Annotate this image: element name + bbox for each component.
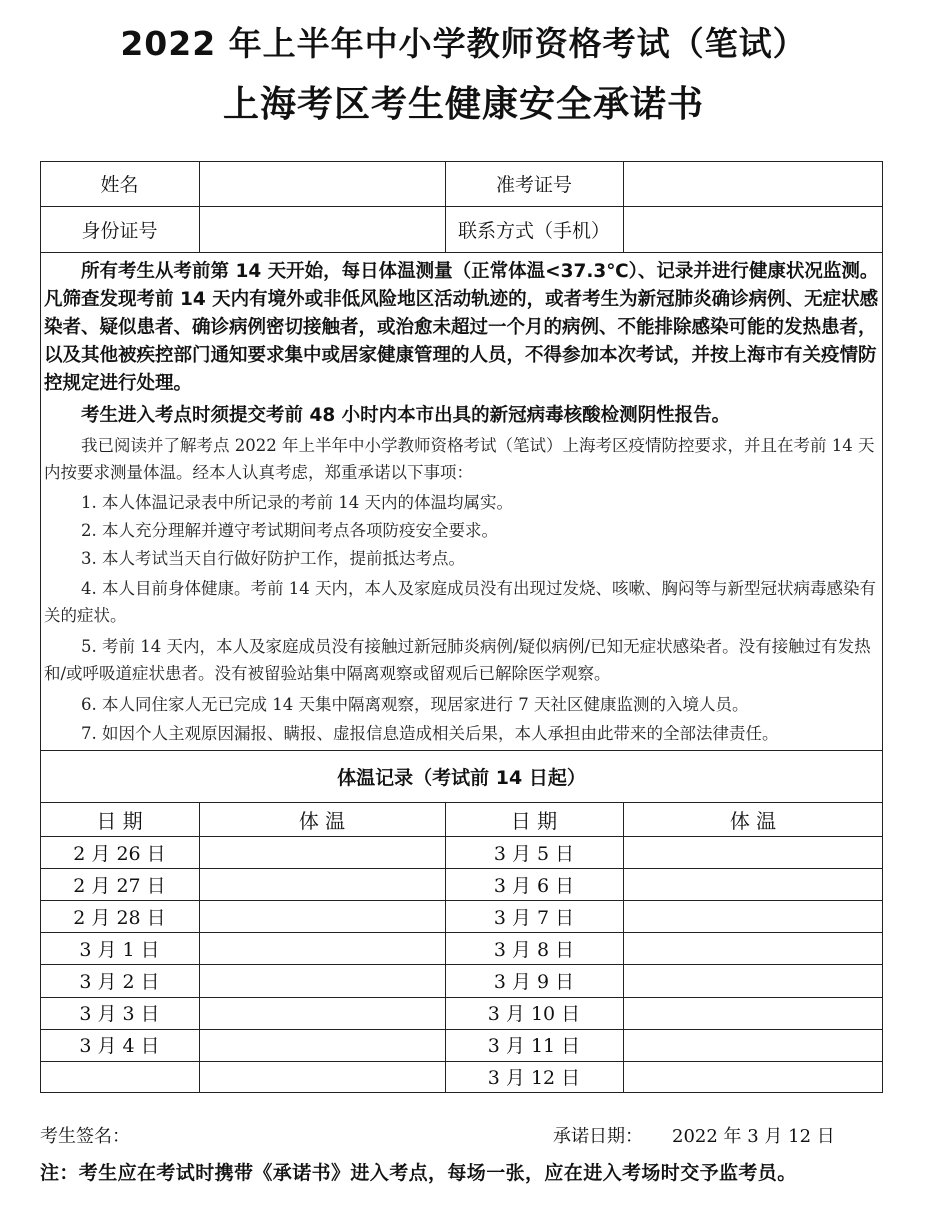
notice-paragraph: 所有考生从考前第 14 天开始，每日体温测量（正常体温<37.3℃）、记录并进行健康状况监测。凡筛查发现考前 14 天内有境外或非低风险地区活动轨迹的，或者考生为新冠肺炎确诊病例、无症状感染者、疑似患者、确诊病例密切接触者，或治愈未超过一个月的病例、不能排除感染可能的发热患者，以及其他被疾控部门通知要求集中或居家健康管理的人员，不得参加本次考试，并按上海市有关疫情防控规定进行处理。 — [44, 261, 879, 394]
date-cell-left: 3 月 4 日 — [79, 1035, 160, 1058]
date-cell-left: 2 月 27 日 — [73, 874, 166, 897]
temperature-input-right[interactable] — [623, 964, 883, 996]
exam-number-label: 准考证号 — [495, 174, 572, 196]
rule — [40, 252, 883, 253]
pledge-item-3: 3. 本人考试当天自行做好防护工作，提前抵达考点。 — [81, 549, 465, 568]
temperature-input-left[interactable] — [199, 932, 445, 964]
date-cell-right: 3 月 11 日 — [487, 1035, 581, 1058]
pledge-item-7: 7. 如因个人主观原因漏报、瞒报、虚报信息造成相关后果，本人承担由此带来的全部法律责任。 — [81, 724, 779, 743]
temperature-input-right[interactable] — [623, 1061, 883, 1093]
column-header-temperature: 体 温 — [729, 808, 777, 833]
pledge-item-5: 5. 考前 14 天内，本人及家庭成员没有接触过新冠肺炎病例/疑似病例/已知无症状感染者。没有接触过有发热和/或呼吸道症状患者。没有被留验站集中隔离观察或留观后已解除医学观察。 — [44, 637, 871, 683]
footnote: 注：考生应在考试时携带《承诺书》进入考点，每场一张，应在进入考场时交予监考员。 — [40, 1162, 797, 1184]
temperature-input-right[interactable] — [623, 900, 883, 932]
pledge-date-label: 承诺日期： — [553, 1126, 643, 1147]
phone-label: 联系方式（手机） — [457, 219, 610, 242]
temperature-input-left[interactable] — [199, 1061, 445, 1093]
date-cell-right: 3 月 7 日 — [493, 906, 575, 929]
date-cell-right: 3 月 5 日 — [493, 842, 575, 865]
date-cell-left: 2 月 26 日 — [73, 842, 166, 865]
temperature-input-left[interactable] — [199, 900, 445, 932]
document-title-line-2: 上海考区考生健康安全承诺书 — [222, 84, 704, 125]
temperature-input-left[interactable] — [199, 964, 445, 996]
pledge-item-6: 6. 本人同住家人无已完成 14 天集中隔离观察，现居家进行 7 天社区健康监测的入境人员。 — [81, 695, 749, 714]
date-cell-left: 3 月 2 日 — [79, 970, 160, 993]
id-number-label: 身份证号 — [81, 219, 158, 242]
name-field[interactable] — [199, 161, 445, 206]
temperature-input-right[interactable] — [623, 997, 883, 1029]
column-header-date: 日 期 — [510, 808, 558, 833]
temperature-input-right[interactable] — [623, 836, 883, 868]
temperature-input-left[interactable] — [199, 997, 445, 1029]
id-number-field[interactable] — [199, 206, 445, 252]
temperature-input-left[interactable] — [199, 836, 445, 868]
date-cell-left — [40, 1061, 199, 1093]
pledge-item-2: 2. 本人充分理解并遵守考试期间考点各项防疫安全要求。 — [81, 521, 498, 540]
date-cell-right: 3 月 9 日 — [493, 970, 575, 993]
column-header-temperature: 体 温 — [298, 808, 346, 833]
date-cell-right: 3 月 8 日 — [493, 938, 575, 961]
pledge-item-4: 4. 本人目前身体健康。考前 14 天内，本人及家庭成员没有出现过发烧、咳嗽、胸闷等与新型冠状病毒感染有关的症状。 — [44, 579, 876, 625]
date-cell-left: 3 月 3 日 — [79, 1003, 160, 1026]
temperature-input-right[interactable] — [623, 868, 883, 900]
phone-field[interactable] — [623, 206, 883, 252]
name-label: 姓名 — [100, 174, 139, 196]
document-title-line-1: 2022 年上半年中小学教师资格考试（笔试） — [120, 24, 807, 63]
pledge-intro: 我已阅读并了解考点 2022 年上半年中小学教师资格考试（笔试）上海考区疫情防控要求，并且在考前 14 天内按要求测量体温。经本人认真考虑，郑重承诺以下事项： — [44, 436, 875, 482]
date-cell-left: 2 月 28 日 — [73, 906, 166, 929]
pledge-date-value: 2022 年 3 月 12 日 — [672, 1126, 835, 1147]
temperature-input-right[interactable] — [623, 932, 883, 964]
column-header-date: 日 期 — [96, 808, 143, 833]
signature-label: 考生签名： — [40, 1126, 130, 1147]
date-cell-right: 3 月 6 日 — [493, 874, 575, 897]
exam-number-field[interactable] — [623, 161, 883, 206]
date-cell-left: 3 月 1 日 — [79, 938, 160, 961]
temperature-input-left[interactable] — [199, 1029, 445, 1061]
date-cell-right: 3 月 12 日 — [487, 1067, 581, 1090]
temperature-input-left[interactable] — [199, 868, 445, 900]
temperature-input-right[interactable] — [623, 1029, 883, 1061]
pledge-item-1: 1. 本人体温记录表中所记录的考前 14 天内的体温均属实。 — [81, 493, 513, 512]
date-cell-right: 3 月 10 日 — [487, 1003, 581, 1026]
temperature-record-title: 体温记录（考试前 14 日起） — [337, 766, 586, 789]
nucleic-test-notice: 考生进入考点时须提交考前 48 小时内本市出具的新冠病毒核酸检测阴性报告。 — [81, 405, 731, 426]
